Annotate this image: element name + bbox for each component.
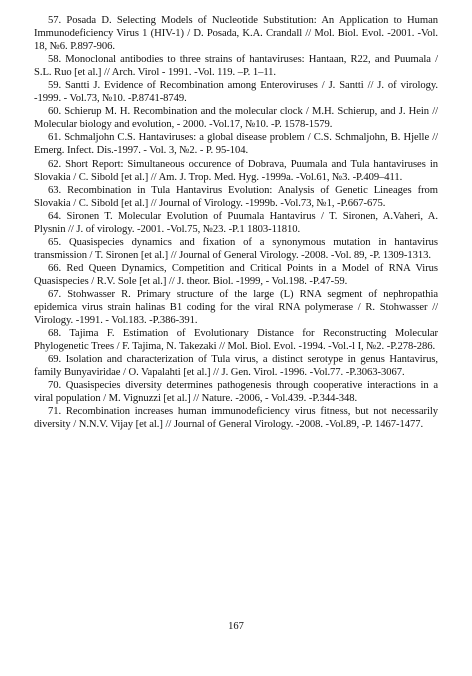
page-number: 167 — [228, 621, 244, 632]
reference-item: 65. Quasispecies dynamics and fixation of a synonymous mutation in hantavirus transmission / T. Sironen [et al.] // Journal of General Virology. -2008. -Vol. 89, -P. 1309-1313. — [34, 236, 438, 261]
reference-item: 71. Recombination increases human immunodeficiency virus fitness, but not necessarily diversity / N.N.V. Vijay [et al.] // Journal of General Virology. -2008. -Vol.89, -P. 1467-1477. — [34, 406, 438, 431]
reference-item: 62. Short Report: Simultaneous occurence of Dobrava, Puumala and Tula hantaviruses in Slovakia / C. Sibold [et al.] // Am. J. Trop. Med. Hyg. -1999a. -Vol.61, №3. -P.409–411. — [34, 158, 438, 183]
reference-item: 61. Schmaljohn C.S. Hantaviruses: a global disease problem / C.S. Schmaljohn, B. Hjelle // Emerg. Infect. Dis.-1997. - Vol. 3, №2. - P. 95-104. — [34, 132, 438, 157]
reference-item: 57. Posada D. Selecting Models of Nucleotide Substitution: An Application to Human Immunodeficiency Virus 1 (HIV-1) / D. Posada, K.A. Crandall // Mol. Biol. Evol. -2001. -Vol. 18, №6. P.897-906. — [34, 15, 438, 53]
reference-item: 63. Recombination in Tula Hantavirus Evolution: Analysis of Genetic Lineages from Slovakia / C. Sibold [et al.] // Journal of Virology. -1999b. -Vol.73, №1, -P.667-675. — [34, 184, 438, 209]
reference-item: 68. Tajima F. Estimation of Evolutionary Distance for Reconstructing Molecular Phylogenetic Trees / F. Tajima, N. Takezaki // Mol. Biol. Evol. -1994. -Vol.-l I, №2. -P.278-286. — [34, 328, 438, 353]
reference-item: 66. Red Queen Dynamics, Competition and Critical Points in a Model of RNA Virus Quasispecies / R.V. Sole [et al.] // J. theor. Biol. -1999, - Vol.198. -P.47-59. — [34, 262, 438, 287]
reference-item: 58. Monoclonal antibodies to three strains of hantaviruses: Hantaan, R22, and Puumala / S.L. Ruo [et al.] // Arch. Virol - 1991. -Vol. 119. –P. 1–11. — [34, 54, 438, 79]
reference-item: 70. Quasispecies diversity determines pathogenesis through cooperative interactions in a viral population / M. Vignuzzi [et al.] // Nature. -2006, - Vol.439. -P.344-348. — [34, 380, 438, 405]
reference-item: 67. Stohwasser R. Primary structure of the large (L) RNA segment of nephropathia epidemica virus strain halinas B1 coding for the viral RNA polymerase / R. Stohwasser // Virology. -1991. - Vol.183. -P.386-391. — [34, 288, 438, 327]
reference-item: 69. Isolation and characterization of Tula virus, a distinct serotype in genus Hantavirus, family Bunyaviridae / O. Vapalahti [et al.] // J. Gen. Virol. -1996. -Vol.77. -P.3063-3067. — [34, 354, 438, 379]
reference-item: 64. Sironen T. Molecular Evolution of Puumala Hantavirus / T. Sironen, A.Vaheri, A. Plysnin // J. of virology. -2001. -Vol.75, №23. -P.1 1803-11810. — [34, 210, 438, 235]
reference-item: 60. Schierup M. H. Recombination and the molecular clock / M.H. Schierup, and J. Hein // Molecular biology and evolution, - 2000. -Vol.17, №10. -P. 1578-1579. — [34, 106, 438, 131]
reference-list — [34, 14, 438, 432]
reference-item: 59. Santti J. Evidence of Recombination among Enteroviruses / J. Santti // J. of virology. -1999. - Vol.73, №10. -P.8741-8749. — [34, 80, 438, 105]
